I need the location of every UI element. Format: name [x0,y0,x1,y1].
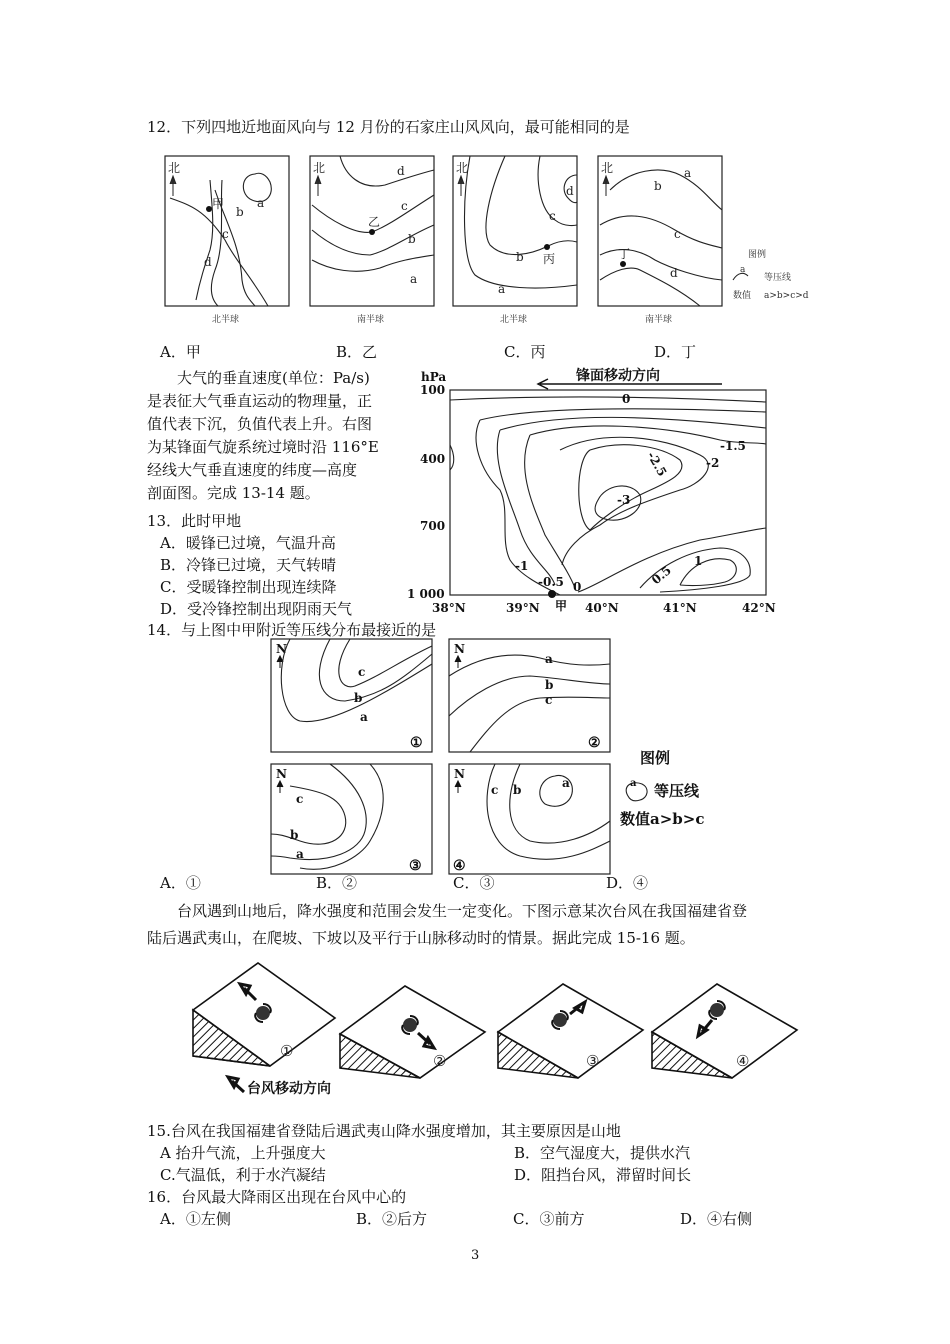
q12-map-2 [310,156,434,325]
svg-text:c: c [296,792,304,806]
profile-point: 甲 [555,599,568,613]
svg-text:a>b>c>d: a>b>c>d [764,291,809,301]
svg-text:①: ① [280,1042,294,1060]
q12-map-4-point: 丁 [618,247,631,261]
svg-text:a: a [545,652,553,666]
q12-map-1-north: 北 [168,161,181,175]
svg-text:0: 0 [573,580,582,594]
svg-text:b: b [545,678,554,692]
svg-text:a: a [562,776,570,790]
q12-map-4-north: 北 [601,161,614,175]
intro-15-16: 台风遇到山地后，降水强度和范围会发生一定变化。下图示意某次台风在我国福建省登 陆后遇武夷山，在爬坡、下坡以及平行于山脉移动时的情景。据此完成 15-16 题。 [147,902,748,947]
q12-legend [733,248,809,301]
svg-text:a: a [360,710,368,724]
typhoon-icon [256,1006,270,1020]
legend-arrow-icon [228,1077,244,1092]
profile-direction-label: 锋面移动方向 [576,368,660,384]
q14-legend [620,749,704,828]
q15-option-a[interactable]: A 抬升气流，上升强度大 [160,1144,326,1162]
q14-panel-2 [449,639,610,752]
svg-text:a: a [630,778,637,789]
svg-text:-2: -2 [706,456,720,470]
svg-text:④: ④ [453,858,466,874]
q12-option-c[interactable]: C．丙 [504,343,546,361]
q13-option-b[interactable]: B．冷锋已过境，天气转晴 [160,556,337,574]
svg-text:b: b [654,179,662,193]
svg-text:d: d [670,266,678,280]
q12-map-3 [453,156,577,325]
svg-text:④: ④ [736,1052,750,1070]
q16-stem: 16．台风最大降雨区出现在台风中心的 [147,1188,407,1206]
vertical-velocity-profile [0,360,950,620]
q12-map-2-hemisphere: 南半球 [357,315,385,325]
q12-map-3-hemisphere: 北半球 [500,315,528,325]
q13-option-a[interactable]: A．暖锋已过境，气温升高 [160,534,336,552]
q12-option-d[interactable]: D．丁 [654,343,697,361]
q12-map-1-point: 甲 [212,197,225,211]
q12-stem: 12．下列四地近地面风向与 12 月份的石家庄山风风向，最可能相同的是 [147,118,630,136]
q14-panel-4 [449,764,610,874]
svg-text:a: a [410,272,418,286]
q16-option-a[interactable]: A．①左侧 [160,1210,231,1228]
svg-text:c: c [674,227,681,241]
q12-map-3-north: 北 [456,161,469,175]
q13-stem: 13．此时甲地 [147,512,242,530]
svg-text:c: c [491,783,499,797]
svg-text:1: 1 [694,554,703,568]
svg-text:②: ② [588,735,601,751]
typhoon-block-4 [652,984,797,1078]
q14-option-d[interactable]: D．④ [606,874,649,892]
intro-13-14: 大气的垂直速度(单位：Pa/s) 是表征大气垂直运动的物理量，正 值代表下沉，负值代表上升。右图 为某锋面气旋系统过境时沿 116°E 经线大气垂直速度的纬度—高度 剖面图。完成 13-14 题。 [147,369,379,502]
svg-text:-3: -3 [617,493,631,507]
svg-text:c: c [549,209,556,223]
north-arrow-icon [455,656,461,668]
q15-option-c[interactable]: C.气温低，利于水汽凝结 [160,1166,326,1184]
svg-text:N: N [276,767,287,781]
svg-text:a: a [740,265,746,275]
svg-text:图例: 图例 [748,250,767,260]
svg-text:d: d [566,184,574,198]
svg-text:a: a [498,282,506,296]
svg-text:d: d [204,255,212,269]
typhoon-block-1 [193,963,335,1066]
svg-text:700: 700 [420,519,446,533]
q14-option-b[interactable]: B．② [316,874,358,892]
svg-text:-2.5: -2.5 [644,449,670,479]
svg-text:0: 0 [622,392,631,406]
typhoon-icon [553,1013,567,1027]
svg-text:③: ③ [586,1052,600,1070]
svg-text:d: d [397,164,405,178]
q16-option-b[interactable]: B．②后方 [356,1210,428,1228]
svg-text:b: b [408,232,416,246]
north-arrow-icon [277,781,283,793]
svg-text:-0.5: -0.5 [538,575,564,589]
svg-text:b: b [290,828,299,842]
svg-text:①: ① [410,735,423,751]
q14-stem: 14．与上图中甲附近等压线分布最接近的是 [147,621,437,639]
svg-text:c: c [358,665,366,679]
typhoon-icon [403,1018,417,1032]
q12-option-b[interactable]: B．乙 [336,343,378,361]
q12-map-3-point: 丙 [543,252,556,266]
svg-text:-1: -1 [515,559,529,573]
svg-text:数值a>b>c: 数值a>b>c [620,810,705,828]
typhoon-diagram [0,958,950,1098]
q12-map-4-hemisphere: 南半球 [645,315,673,325]
svg-text:a: a [296,847,304,861]
typhoon-icon [710,1003,724,1017]
svg-text:40°N: 40°N [585,601,619,615]
svg-text:a: a [257,196,265,210]
q12-option-a[interactable]: A．甲 [160,343,201,361]
q14-option-c[interactable]: C．③ [453,874,495,892]
q16-option-c[interactable]: C．③前方 [513,1210,585,1228]
q12-map-1 [165,156,289,325]
svg-text:数值: 数值 [733,291,752,301]
svg-text:N: N [276,642,287,656]
q14-panel-3 [271,764,432,874]
svg-text:400: 400 [420,452,446,466]
svg-text:等压线: 等压线 [764,273,792,283]
svg-text:图例: 图例 [640,749,671,767]
q15-option-b[interactable]: B．空气湿度大，提供水汽 [514,1144,691,1162]
svg-text:N: N [454,767,465,781]
svg-text:b: b [516,250,524,264]
q15-stem: 15.台风在我国福建省登陆后遇武夷山降水强度增加，其主要原因是山地 [147,1122,621,1140]
svg-text:b: b [236,205,244,219]
page-number: 3 [471,1248,480,1263]
svg-text:N: N [454,642,465,656]
svg-text:c: c [545,693,553,707]
svg-text:b: b [513,783,522,797]
q13-option-d[interactable]: D．受冷锋控制出现阴雨天气 [160,600,353,618]
typhoon-block-2 [340,986,485,1078]
q16-option-d[interactable]: D．④右侧 [680,1210,753,1228]
svg-text:100: 100 [420,383,446,397]
q14-option-a[interactable]: A．① [160,874,201,892]
q12-map-1-hemisphere: 北半球 [212,315,240,325]
north-arrow-icon [315,176,321,196]
q12-map-2-point: 乙 [368,215,381,229]
q12-maps [0,150,950,380]
typhoon-legend: 台风移动方向 [247,1081,331,1097]
q12-map-4 [598,156,722,325]
svg-text:②: ② [433,1052,447,1070]
profile-unit: hPa [421,370,447,384]
north-arrow-icon [455,781,461,793]
svg-text:③: ③ [409,858,422,874]
typhoon-block-3 [498,984,643,1078]
svg-text:39°N: 39°N [506,601,540,615]
svg-text:等压线: 等压线 [654,782,700,800]
q15-option-d[interactable]: D．阻挡台风，滞留时间长 [514,1166,692,1184]
north-arrow-icon [170,176,176,196]
svg-text:-1.5: -1.5 [720,439,746,453]
svg-text:41°N: 41°N [663,601,697,615]
q14-panels [0,636,950,876]
svg-text:b: b [354,691,363,705]
svg-text:42°N: 42°N [742,601,776,615]
svg-text:a: a [684,166,692,180]
north-arrow-icon [603,176,609,196]
svg-text:c: c [222,227,229,241]
svg-text:1 000: 1 000 [407,587,445,601]
svg-text:0.5: 0.5 [648,563,674,588]
svg-text:c: c [401,199,408,213]
q13-option-c[interactable]: C．受暖锋控制出现连续降 [160,578,337,596]
north-arrow-icon [458,176,464,196]
svg-text:38°N: 38°N [432,601,466,615]
q12-map-2-north: 北 [313,161,326,175]
q14-panel-1 [271,639,432,752]
